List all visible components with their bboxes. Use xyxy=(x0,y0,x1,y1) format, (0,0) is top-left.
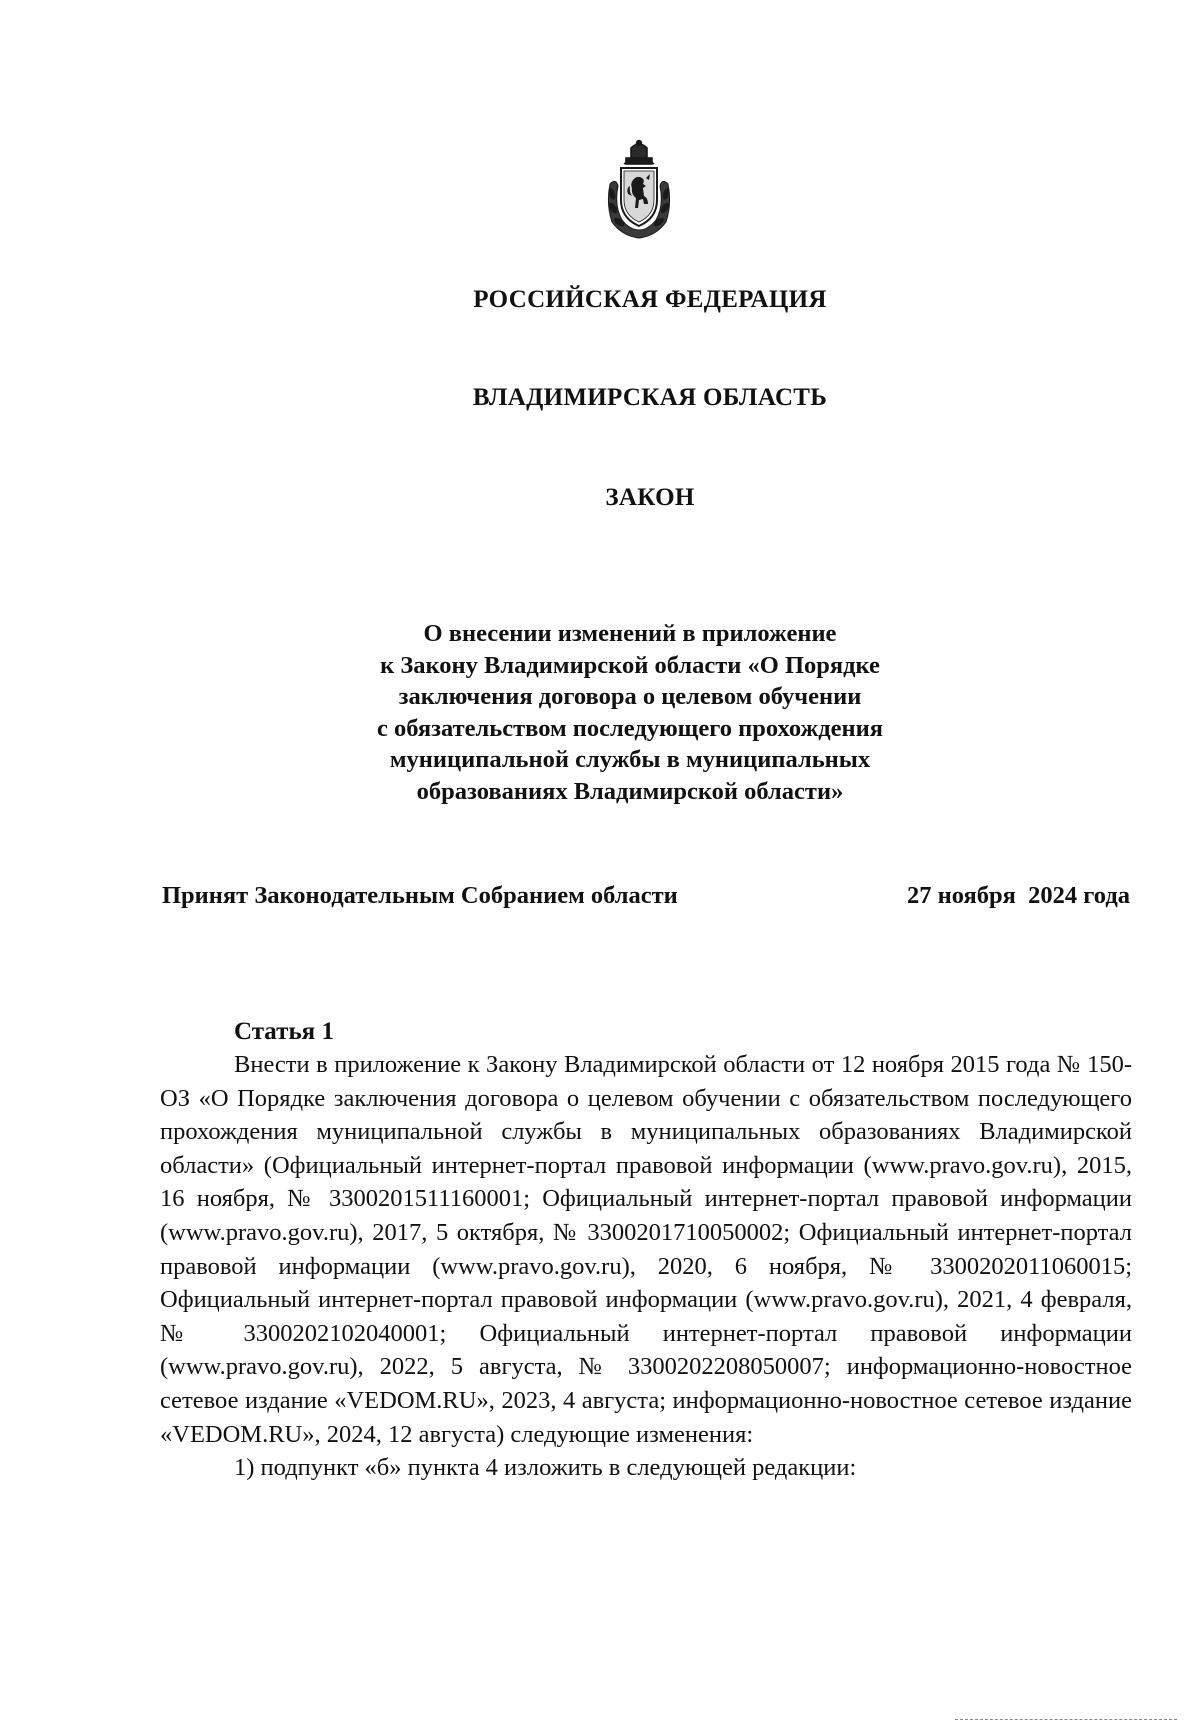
amendment-item: 1) подпункт «б» пункта 4 изложить в следующей редакции: xyxy=(234,1454,857,1482)
law-title xyxy=(300,618,960,807)
article-paragraph: Внести в приложение к Закону Владимирской области от 12 ноября 2015 года № 150-ОЗ «О Порядке заключения договора о целевом обучении с обязательством последующего прохождения муниципальной службы в муниципальных образованиях Владимирской области» (Официальный интернет-портал правовой информации (www.pravo.gov.ru), 2015, 16 ноября, № 3300201511160001; Официальный интернет-портал правовой информации (www.pravo.gov.ru), 2017, 5 октября, № 3300201710050002; Официальный интернет-портал правовой информации (www.pravo.gov.ru), 2020, 6 ноября, № 3300202011060015; Официальный интернет-портал правовой информации (www.pravo.gov.ru), 2021, 4 февраля, № 3300202102040001; Официальный интернет-портал правовой информации (www.pravo.gov.ru), 2022, 5 августа, № 3300202208050007; информационно-новостное сетевое издание «VEDOM.RU», 2023, 4 августа; информационно-новостное сетевое издание «VEDOM.RU», 2024, 12 августа) следующие изменения: xyxy=(160,1051,1132,1448)
adoption-date: 27 ноября 2024 года xyxy=(907,882,1130,909)
law-title-line: муниципальной службы в муниципальных xyxy=(389,746,871,773)
page-bottom-rule xyxy=(955,1719,1177,1720)
coat-of-arms-icon xyxy=(604,138,674,242)
adoption-line xyxy=(162,882,1130,910)
article-body xyxy=(160,1048,1132,1485)
law-title-line: образованиях Владимирской области» xyxy=(416,777,844,805)
law-title-line: заключения договора о целевом обучении xyxy=(398,683,862,710)
header-region: ВЛАДИМИРСКАЯ ОБЛАСТЬ xyxy=(472,384,828,411)
header-country: РОССИЙСКАЯ ФЕДЕРАЦИЯ xyxy=(473,286,827,313)
adoption-label: Принят Законодательным Собранием области xyxy=(162,882,678,909)
law-title-line: О внесении изменений в приложение xyxy=(423,620,837,647)
law-title-line: к Закону Владимирской области «О Порядке xyxy=(380,651,880,679)
header-doc-type: ЗАКОН xyxy=(605,484,695,511)
law-title-line: с обязательством последующего прохождения xyxy=(377,714,883,742)
article-heading: Статья 1 xyxy=(234,1018,334,1045)
